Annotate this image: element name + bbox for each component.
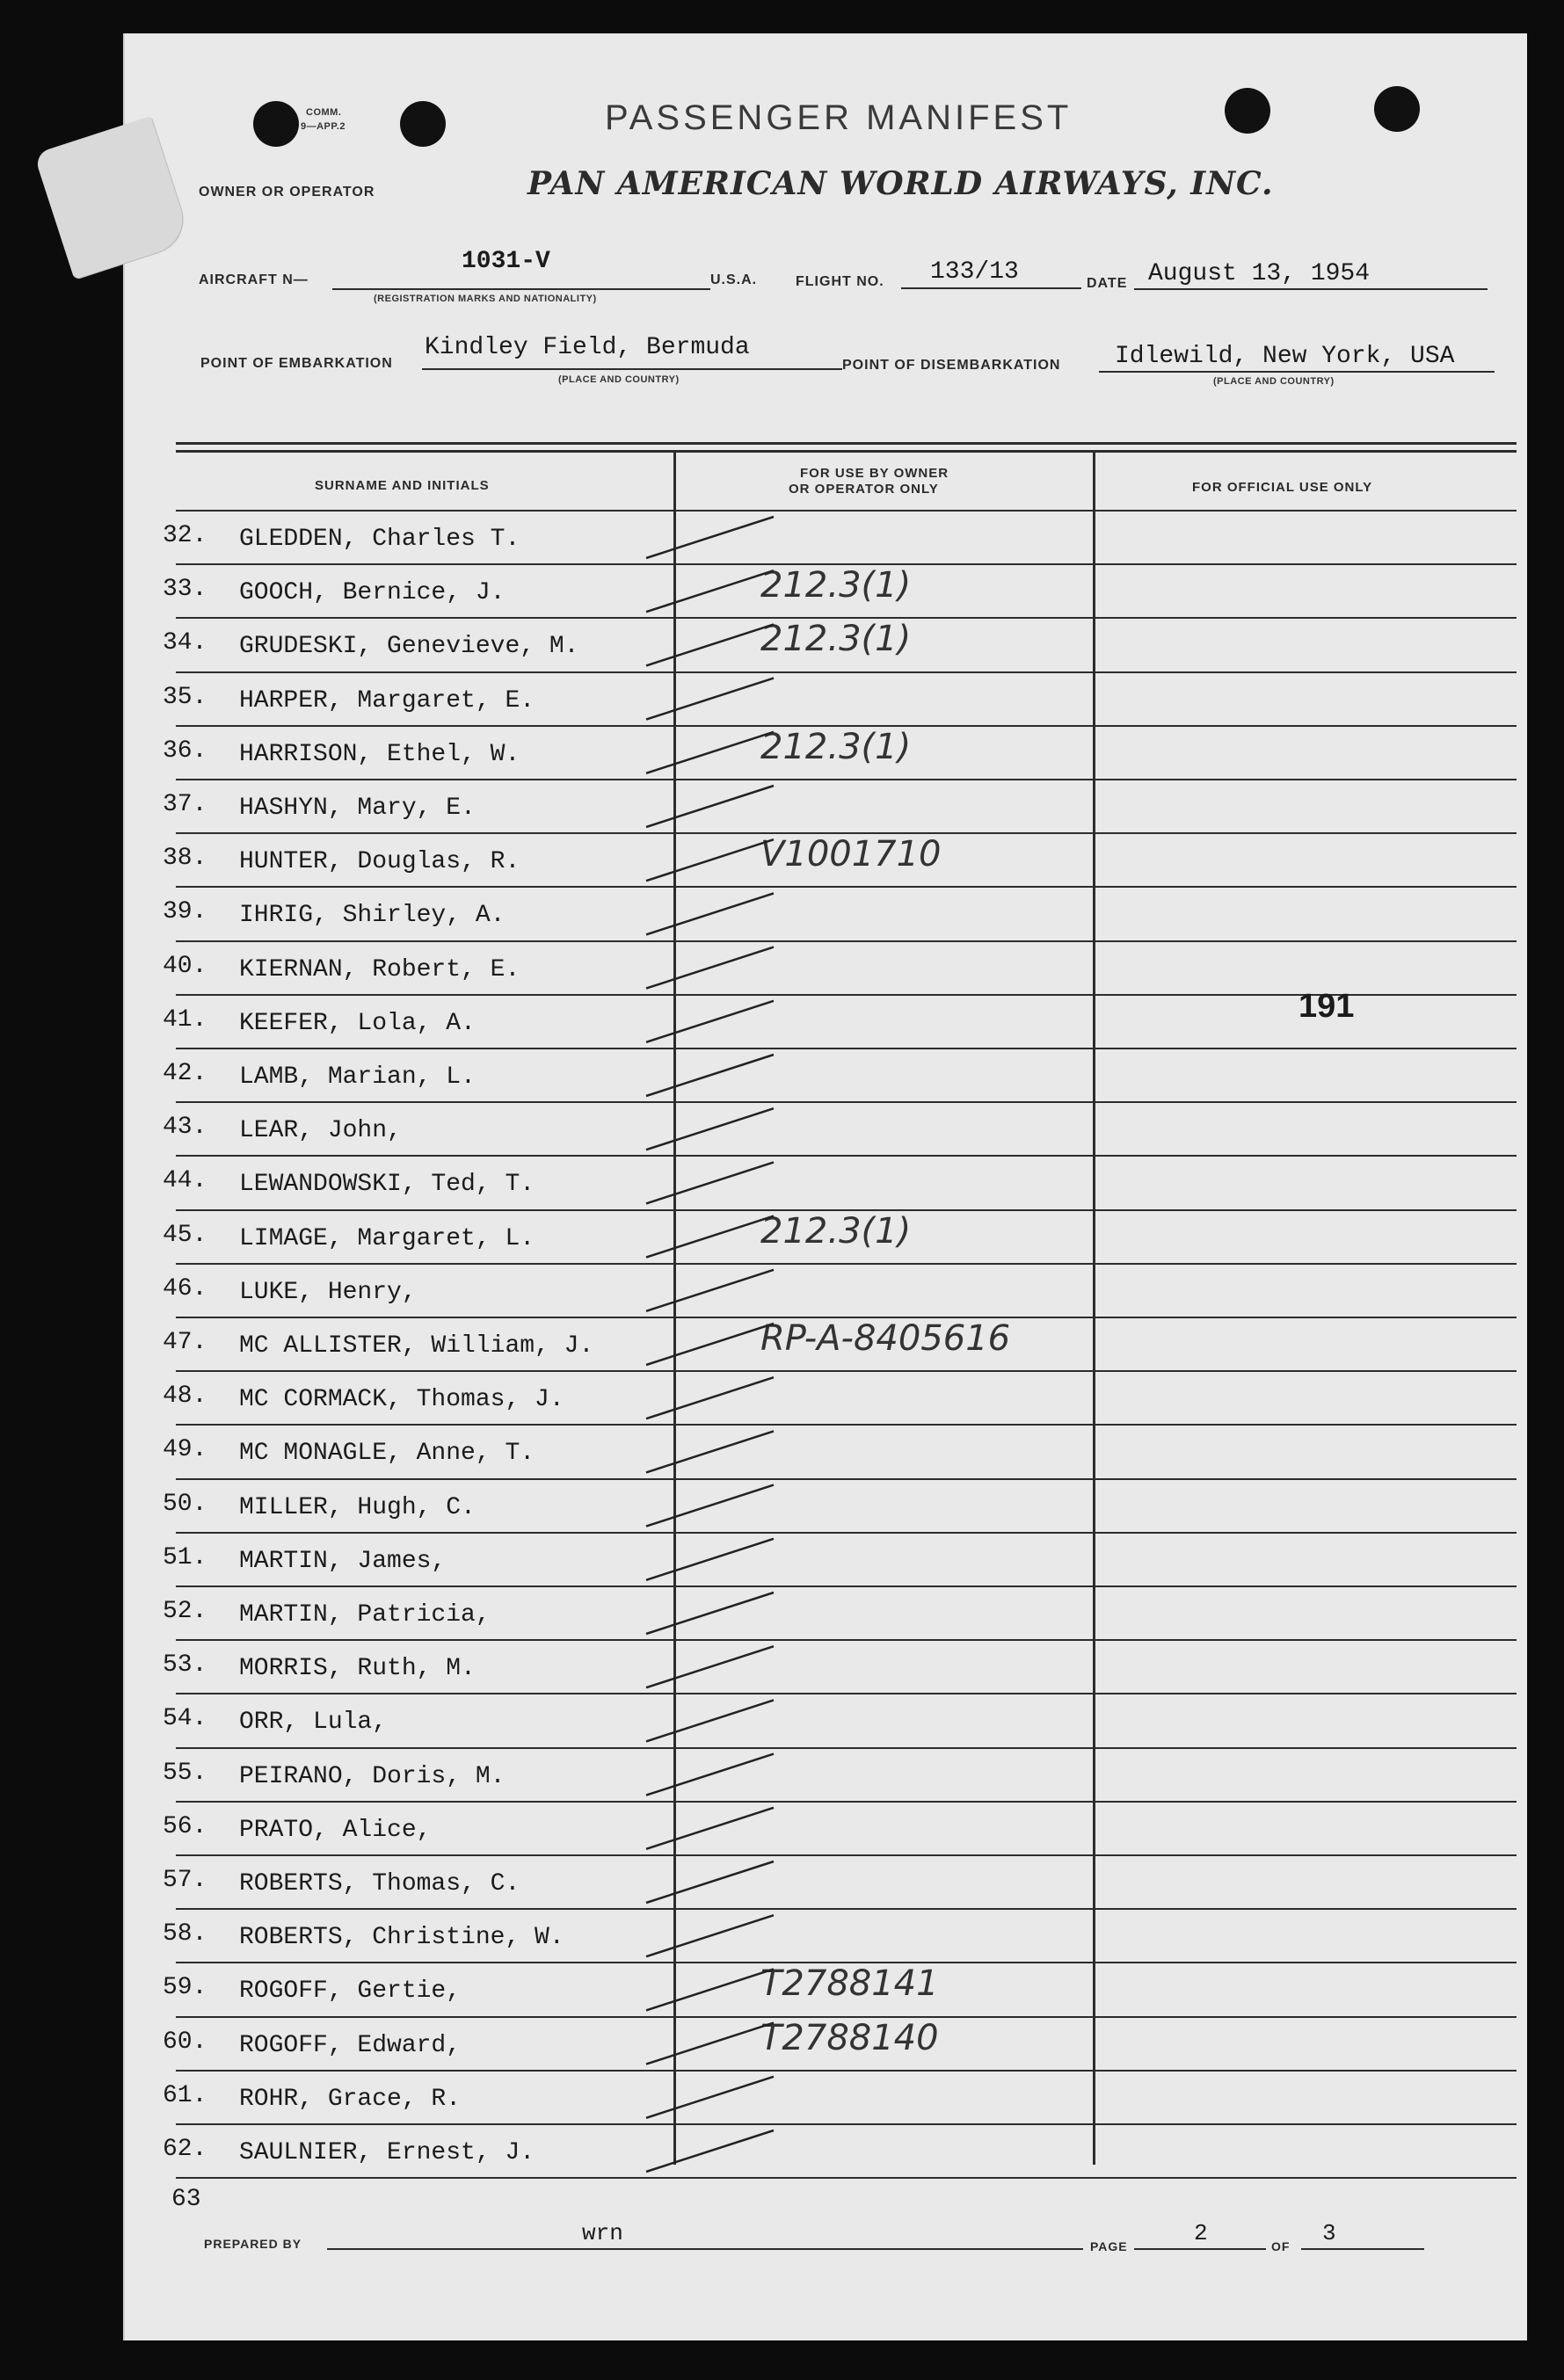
row-number: 56. [163,1812,207,1840]
col-header-owner-2: OR OPERATOR ONLY [789,482,939,497]
owner-note: T2788141 [760,1963,939,2005]
aircraft-caption: (REGISTRATION MARKS AND NATIONALITY) [374,294,597,304]
form-code-sub: 9—APP.2 [301,121,346,132]
passenger-name: GLEDDEN, Charles T. [239,526,520,553]
row-number: 62. [163,2136,207,2163]
row-number: 41. [163,1005,207,1034]
row-number: 32. [163,522,207,549]
check-mark [646,1861,774,1903]
form-code: COMM. [306,107,342,118]
row-number: 60. [163,2028,207,2056]
row-number: 34. [163,629,207,657]
page-label: PAGE [1090,2239,1128,2253]
flight-value: 133/13 [930,258,1019,286]
check-mark [646,678,774,720]
flight-label: FLIGHT NO. [796,274,884,289]
check-mark [646,1593,774,1634]
col-header-owner: FOR USE BY OWNER [800,466,949,481]
page-line [1134,2248,1266,2250]
passenger-name: MC ALLISTER, William, J. [239,1332,594,1360]
check-mark [646,570,774,612]
row-number: 51. [163,1543,207,1571]
check-mark [646,1216,774,1258]
company-name: PAN AMERICAN WORLD AIRWAYS, INC. [527,165,1274,202]
passenger-name: MARTIN, Patricia, [239,1601,491,1629]
check-mark [646,1001,774,1042]
passenger-name: HUNTER, Douglas, R. [239,848,520,876]
passenger-name: SAULNIER, Ernest, J. [239,2139,535,2166]
passenger-name: PRATO, Alice, [239,1816,432,1844]
row-number: 36. [163,736,207,765]
owner-note: T2788140 [760,2017,939,2058]
passenger-name: KEEFER, Lola, A. [239,1009,476,1037]
owner-note: V1001710 [760,834,942,875]
check-mark [646,1431,774,1472]
next-row-number: 63 [171,2186,201,2213]
check-mark [646,1324,774,1365]
check-mark [646,839,774,881]
check-mark [646,1754,774,1796]
passenger-name: ROBERTS, Thomas, C. [239,1870,520,1897]
page-title: PASSENGER MANIFEST [605,98,1073,137]
check-mark [646,1270,774,1311]
prepared-line [327,2248,1083,2250]
check-mark [646,2130,774,2172]
check-mark [646,732,774,773]
row-number: 35. [163,683,207,711]
check-mark [646,1108,774,1150]
passenger-name: HARRISON, Ethel, W. [239,740,520,768]
passenger-name: PEIRANO, Doris, M. [239,1762,506,1790]
passenger-name: KIERNAN, Robert, E. [239,955,520,983]
owner-label: OWNER OR OPERATOR [199,185,375,200]
official-mark: 191 [1298,988,1355,1025]
of-label: OF [1271,2239,1291,2253]
check-mark [646,947,774,989]
row-number: 49. [163,1436,207,1464]
row-number: 61. [163,2081,207,2109]
check-mark [646,1485,774,1527]
row-number: 42. [163,1060,207,1087]
check-mark [646,1055,774,1096]
check-mark [646,1700,774,1741]
row-number: 37. [163,791,207,818]
usa-label: U.S.A. [710,272,758,287]
passenger-name: GRUDESKI, Genevieve, M. [239,633,579,661]
passenger-name: ROGOFF, Gertie, [239,1977,462,2006]
check-mark [646,624,774,665]
disembark-caption: (PLACE AND COUNTRY) [1213,376,1335,387]
check-mark [646,1162,774,1203]
passenger-name: GOOCH, Bernice, J. [239,579,506,607]
passenger-name: ROHR, Grace, R. [239,2085,462,2113]
check-mark [646,1646,774,1687]
passenger-name: LUKE, Henry, [239,1278,417,1306]
check-mark [646,2077,774,2118]
owner-note: RP-A-8405616 [760,1318,1011,1359]
disembark-label: POINT OF DISEMBARKATION [842,358,1061,373]
passenger-name: MORRIS, Ruth, M. [239,1655,476,1683]
row-number: 58. [163,1920,207,1948]
passenger-name: MC CORMACK, Thomas, J. [239,1386,564,1414]
row-number: 53. [163,1651,207,1680]
check-mark [646,893,774,934]
check-mark [646,1808,774,1849]
row-number: 46. [163,1274,207,1302]
row-number: 33. [163,576,207,604]
aircraft-value: 1031-V [462,248,550,275]
passenger-name: MILLER, Hugh, C. [239,1493,476,1521]
row-number: 39. [163,898,207,926]
passenger-name: LEWANDOWSKI, Ted, T. [239,1171,535,1199]
aircraft-label: AIRCRAFT N— [199,272,309,287]
of-value: 3 [1322,2220,1336,2246]
owner-note: 212.3(1) [760,619,912,660]
row-number: 50. [163,1490,207,1518]
page-value: 2 [1194,2220,1208,2246]
col-header-official: FOR OFFICIAL USE ONLY [1192,480,1373,495]
passenger-name: LEAR, John, [239,1117,402,1145]
check-mark [646,1377,774,1419]
embark-value: Kindley Field, Bermuda [425,334,750,361]
passenger-name: LAMB, Marian, L. [239,1063,476,1091]
row-number: 59. [163,1974,207,2002]
row-number: 47. [163,1329,207,1356]
embark-label: POINT OF EMBARKATION [200,356,393,371]
row-number: 43. [163,1114,207,1142]
row-number: 54. [163,1705,207,1733]
passenger-name: ROBERTS, Christine, W. [239,1924,564,1952]
of-line [1301,2248,1424,2250]
check-mark [646,786,774,827]
date-label: DATE [1087,276,1128,291]
row-number: 48. [163,1382,207,1411]
check-mark [646,1915,774,1956]
owner-note: 212.3(1) [760,1210,912,1252]
row-number: 40. [163,952,207,980]
passenger-name: HASHYN, Mary, E. [239,795,476,822]
row-number: 38. [163,845,207,873]
passenger-name: ROGOFF, Edward, [239,2031,462,2059]
check-mark [646,1539,774,1580]
disembark-value: Idlewild, New York, USA [1115,343,1455,370]
passenger-name: MC MONAGLE, Anne, T. [239,1440,535,1468]
check-mark [646,517,774,558]
passenger-name: LIMAGE, Margaret, L. [239,1224,535,1252]
row-number: 44. [163,1167,207,1195]
date-value: August 13, 1954 [1148,260,1371,287]
row-number: 57. [163,1867,207,1894]
check-mark [646,2023,774,2064]
row-number: 52. [163,1598,207,1625]
passenger-name: IHRIG, Shirley, A. [239,902,506,930]
row-number: 55. [163,1759,207,1787]
embark-caption: (PLACE AND COUNTRY) [558,374,680,385]
passenger-name: HARPER, Margaret, E. [239,686,535,715]
owner-note: 212.3(1) [760,565,912,606]
owner-note: 212.3(1) [760,726,912,767]
row-number: 45. [163,1221,207,1249]
passenger-name: ORR, Lula, [239,1709,388,1737]
check-mark [646,1969,774,2010]
prepared-label: PREPARED BY [204,2237,302,2251]
col-header-surname: SURNAME AND INITIALS [315,478,490,493]
passenger-name: MARTIN, James, [239,1547,447,1575]
prepared-value: wrn [582,2220,623,2246]
